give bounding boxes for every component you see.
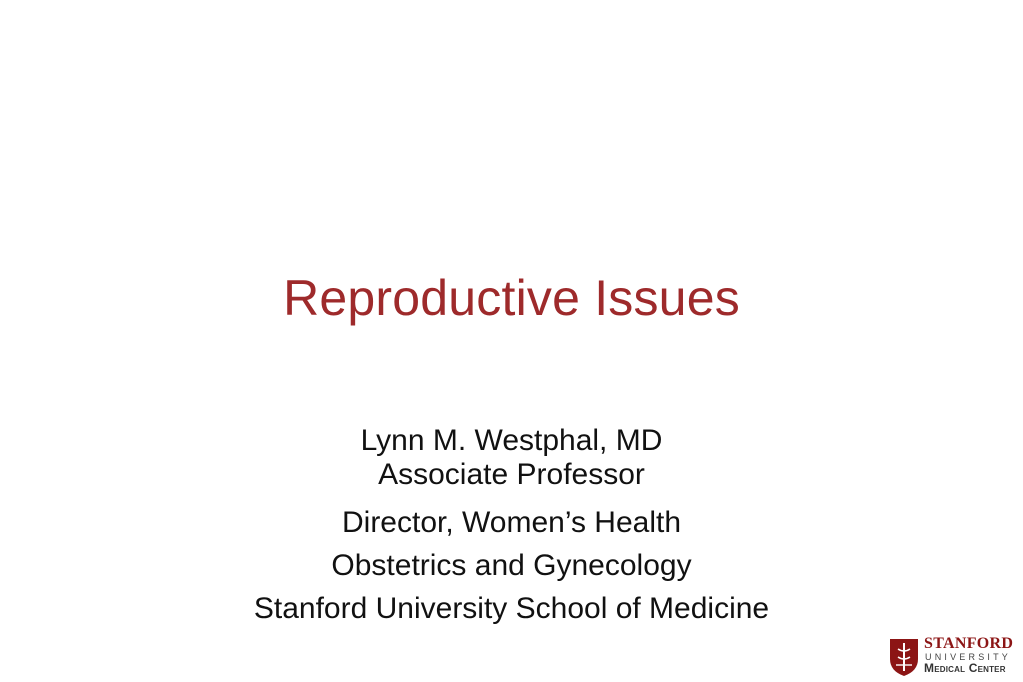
logo-university-text: UNIVERSITY — [925, 652, 1012, 662]
presenter-department: Obstetrics and Gynecology — [331, 549, 692, 582]
logo-stanford-text: STANFORD — [924, 635, 1014, 652]
presenter-info — [0, 424, 1023, 630]
stanford-shield-icon — [888, 637, 920, 677]
presenter-institution: Stanford University School of Medicine — [253, 592, 770, 625]
presenter-name: Lynn M. Westphal, MD — [360, 424, 663, 457]
slide-title: Reproductive Issues — [283, 270, 740, 326]
presenter-position: Associate Professor — [378, 458, 645, 491]
presenter-role: Director, Women’s Health — [341, 506, 682, 539]
logo-medical-center-text: Medical Center — [924, 661, 1006, 675]
stanford-medical-center-logo — [888, 635, 1020, 677]
